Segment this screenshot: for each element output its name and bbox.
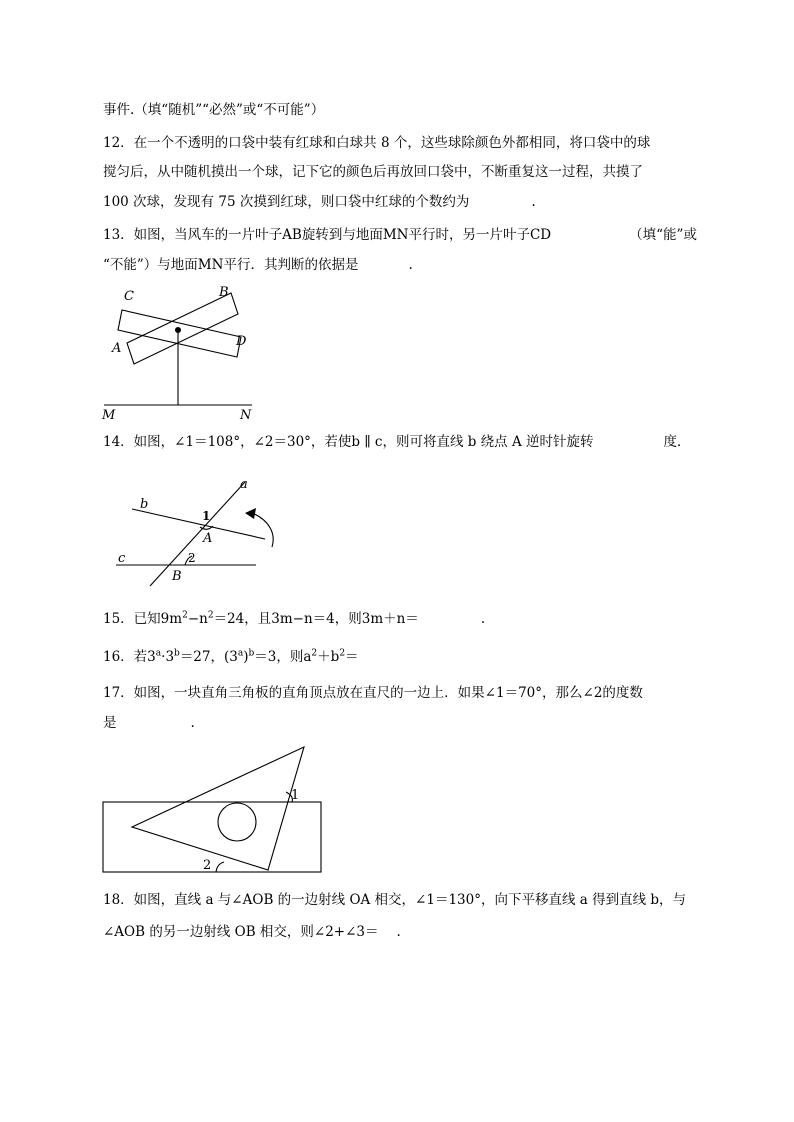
q15-end: . — [480, 611, 486, 627]
q14-text: 14．如图，∠1＝108°，∠2＝30°，若使b ∥ c，则可将直线 b 绕点 A 逆时针旋转 — [103, 434, 594, 450]
q17-line2-text: 是 — [103, 715, 117, 731]
q12-line2: 搅匀后，从中随机摸出一个球，记下它的颜色后再放回口袋中，不断重复这一过程，共摸了 — [103, 164, 643, 180]
q16-exp-a: a — [155, 648, 162, 659]
label-B: B — [219, 285, 229, 300]
ruler — [103, 802, 321, 872]
q16-exp-b2: b — [248, 648, 255, 659]
label-A: A — [112, 341, 122, 356]
q17-triangle-ruler-figure — [96, 740, 336, 880]
q15-exp-1: 2 — [182, 610, 188, 621]
set-square-hole — [218, 803, 256, 841]
label-line-a: a — [240, 477, 248, 492]
label-M: M — [102, 408, 116, 420]
label-angle-2: 2 — [188, 551, 196, 565]
q13-line1-text: 13．如图，当风车的一片叶子AB旋转到与地面MN平行时，另一片叶子CD — [103, 227, 552, 243]
pivot-point — [175, 327, 181, 333]
q16-pre: 16．若3 — [103, 649, 156, 665]
q15-pre: 15．已知9m — [103, 611, 183, 627]
rotation-arrowhead — [245, 508, 256, 519]
q16-m2: ＝27，(3 — [179, 649, 238, 665]
q12-line3-text: 100 次球，发现有 75 次摸到红球，则口袋中红球的个数约为 — [103, 194, 470, 210]
q17-line2 — [103, 714, 195, 732]
q14-end: 度． — [663, 434, 691, 450]
q16-m6: ＝ — [345, 649, 359, 665]
q17-line2-end: . — [190, 715, 195, 731]
q17-line1: 17．如图，一块直角三角板的直角顶点放在直尺的一边上．如果∠1＝70°，那么∠2的度数 — [103, 685, 643, 701]
q13-line2-end: . — [408, 257, 413, 273]
q16-exp-2b: 2 — [339, 648, 346, 659]
q11-text: 事件.（填“随机”“必然”或“不可能”） — [103, 102, 325, 118]
q16-exp-a2: a — [237, 648, 244, 659]
label-C: C — [124, 289, 134, 304]
q16-line — [103, 648, 359, 666]
label-line-c: c — [118, 551, 126, 566]
q13-line1-end: （填“能”或 — [629, 227, 697, 243]
q15-exp-2: 2 — [207, 610, 214, 621]
q16-m5: ＋b — [317, 649, 340, 665]
label-line-b: b — [140, 497, 149, 512]
q16-exp-2a: 2 — [311, 648, 318, 659]
label-point-A: A — [203, 531, 213, 546]
q18-line1: 18．如图，直线 a 与∠AOB 的一边射线 OA 相交，∠1＝130°，向下平移直线 a 得到直线 b，与 — [103, 892, 687, 908]
q14-line — [103, 433, 691, 451]
q16-m4: ＝3，则a — [254, 649, 312, 665]
q16-m1: ·3 — [161, 649, 175, 665]
q12-line3 — [103, 193, 536, 211]
q12-line1: 12．在一个不透明的口袋中装有红球和白球共 8 个，这些球除颜色外都相同，将口袋中的球 — [103, 135, 651, 151]
q14-lines-figure — [110, 472, 290, 592]
label-point-B: B — [172, 569, 182, 584]
label-angle-2: 2 — [203, 858, 212, 873]
q18-line2-text: ∠AOB 的另一边射线 OB 相交，则∠2+∠3＝ — [103, 924, 379, 940]
set-square — [132, 747, 304, 870]
q13-line2 — [103, 256, 413, 274]
q15-mid: −n — [187, 611, 208, 627]
q13-line2-text: “不能”）与地面MN平行．其判断的依据是 — [103, 257, 359, 273]
q13-line1 — [103, 226, 697, 244]
q18-line2-end: . — [396, 924, 401, 940]
q18-line2 — [103, 923, 401, 941]
label-angle-1: 1 — [202, 509, 211, 523]
label-D: D — [236, 334, 247, 349]
q13-windmill-figure — [98, 280, 268, 420]
q16-m3: ) — [243, 649, 249, 665]
q15-post: ＝24，且3m−n＝4，则3m＋n＝ — [213, 611, 419, 627]
label-N: N — [240, 408, 252, 420]
label-angle-1: 1 — [291, 788, 300, 803]
q15-line — [103, 610, 485, 628]
q12-line3-end: . — [531, 194, 536, 210]
q16-exp-b: b — [174, 648, 180, 659]
